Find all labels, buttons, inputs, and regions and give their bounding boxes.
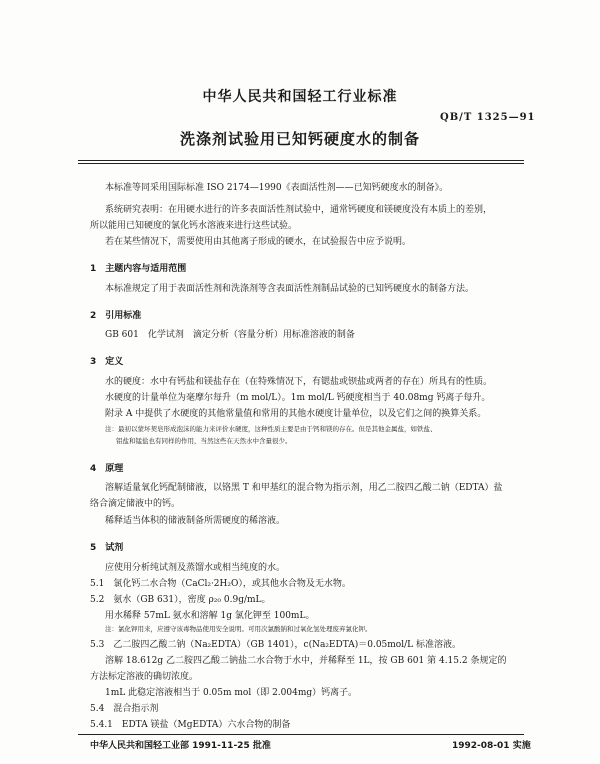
item-5-2: 5.2 氨水（GB 631），密度 ρ₂₀ 0.9g/mL。 <box>90 595 271 605</box>
footer-divider <box>78 734 524 735</box>
section-2-heading: 2 引用标准 <box>90 311 142 321</box>
section-5-intro: 应使用分析纯试剂及蒸馏水或相当纯度的水。 <box>105 563 286 573</box>
section-1-text: 本标准规定了用于表面活性剂和洗涤剂等含表面活性剂制品试验的已知钙硬度水的制备方法。 <box>105 284 475 294</box>
item-5-3-line-2: 方法标定溶液的确切浓度。 <box>90 672 199 682</box>
effective-date: 1992-08-01 实施 <box>452 741 531 751</box>
section-3-line-2: 水硬度的计量单位为毫摩尔每升（m mol/L）。1m mol/L 钙硬度相当于 40.08mg 钙离子每升。 <box>105 393 491 403</box>
section-4-paragraph-1b: 络合滴定储液中的钙。 <box>90 499 181 509</box>
section-4-paragraph-1a: 溶解适量氧化钙配制储液，以铬黑 T 和甲基红的混合物为指示剂，用乙二胺四乙酸二钠（EDTA）盐 <box>105 483 503 493</box>
item-5-2-note: 注：氯化钾用来，应遵守该毒物品使用安全说明。可用次氯酸钠和过氧化氢处理废弃氯化钾。 <box>105 625 372 633</box>
intro-paragraph-2a: 系统研究表明：在用硬水进行的许多表面活性剂试验中，通常钙硬度和镁硬度没有本质上的差别， <box>105 205 493 215</box>
item-5-4: 5.4 混合指示剂 <box>90 704 159 714</box>
section-3-line-3: 附录 A 中提供了水硬度的其他常量值和常用的其他水硬度计量单位，以及它们之间的换算关系。 <box>105 409 487 419</box>
intro-paragraph-2b: 所以能用已知硬度的氯化钙水溶液来进行这些试验。 <box>90 221 298 231</box>
section-3-note-1: 注：最初以蒙坏契皂形成泡沫的能力来评价水硬度，这种性质主要是由于钙和镁的存在。但是其他金属盐，如铁盐、 <box>105 425 437 433</box>
item-5-3-line-3: 1mL 此稳定溶液相当于 0.05m mol（即 2.004mg）钙离子。 <box>105 688 358 698</box>
section-4-heading: 4 原理 <box>90 464 124 474</box>
approval-line: 中华人民共和国轻工业部 1991-11-25 批准 <box>90 741 271 751</box>
section-3-heading: 3 定义 <box>90 357 124 367</box>
intro-paragraph-1: 本标准等同采用国际标准 ISO 2174—1990《表面活性剂——已知钙硬度水的制备》。 <box>105 183 449 193</box>
section-3-line-1: 水的硬度：水中有钙盐和镁盐存在（在特殊情况下，有锶盐或钡盐或两者的存在）所具有的性质。 <box>105 377 493 387</box>
issuing-body-title: 中华人民共和国轻工行业标准 <box>202 89 398 105</box>
intro-paragraph-3: 若在某些情况下，需要使用由其他离子形成的硬水，在试验报告中应予说明。 <box>105 237 412 247</box>
section-2-text: GB 601 化学试剂 滴定分析（容量分析）用标准溶液的制备 <box>105 330 355 340</box>
section-3-note-2: 铝盐和锰盐也有同样的作用，当然这些在天然水中含量很少。 <box>116 437 292 445</box>
document-title: 洗涤剂试验用已知钙硬度水的制备 <box>179 130 420 148</box>
standard-number: QB/T 1325—91 <box>440 112 536 123</box>
section-4-paragraph-2: 稀释适当体积的储液制备所需硬度的稀溶液。 <box>105 516 286 526</box>
item-5-3: 5.3 乙二胺四乙酸二钠（Na₂EDTA）（GB 1401），c(Na₂EDTA)＝0.05mol/L 标准溶液。 <box>90 640 461 650</box>
item-5-3-line-1: 溶解 18.612g 乙二胺四乙酸二钠盐二水合物于水中，并稀释至 1L，按 GB 601 第 4.15.2 条规定的 <box>105 656 507 666</box>
section-1-heading: 1 主题内容与适用范围 <box>90 264 187 274</box>
item-5-1: 5.1 氯化钙二水合物（CaCl₂·2H₂O），或其他水合物及无水物。 <box>90 579 351 589</box>
section-5-heading: 5 试剂 <box>90 543 124 553</box>
item-5-2-detail: 用水稀释 57mL 氨水和溶解 1g 氯化钾至 100mL。 <box>105 611 315 621</box>
header-divider <box>78 160 524 161</box>
header-divider-2 <box>78 163 524 164</box>
item-5-4-1: 5.4.1 EDTA 镁盐（MgEDTA）六水合物的制备 <box>90 720 291 730</box>
